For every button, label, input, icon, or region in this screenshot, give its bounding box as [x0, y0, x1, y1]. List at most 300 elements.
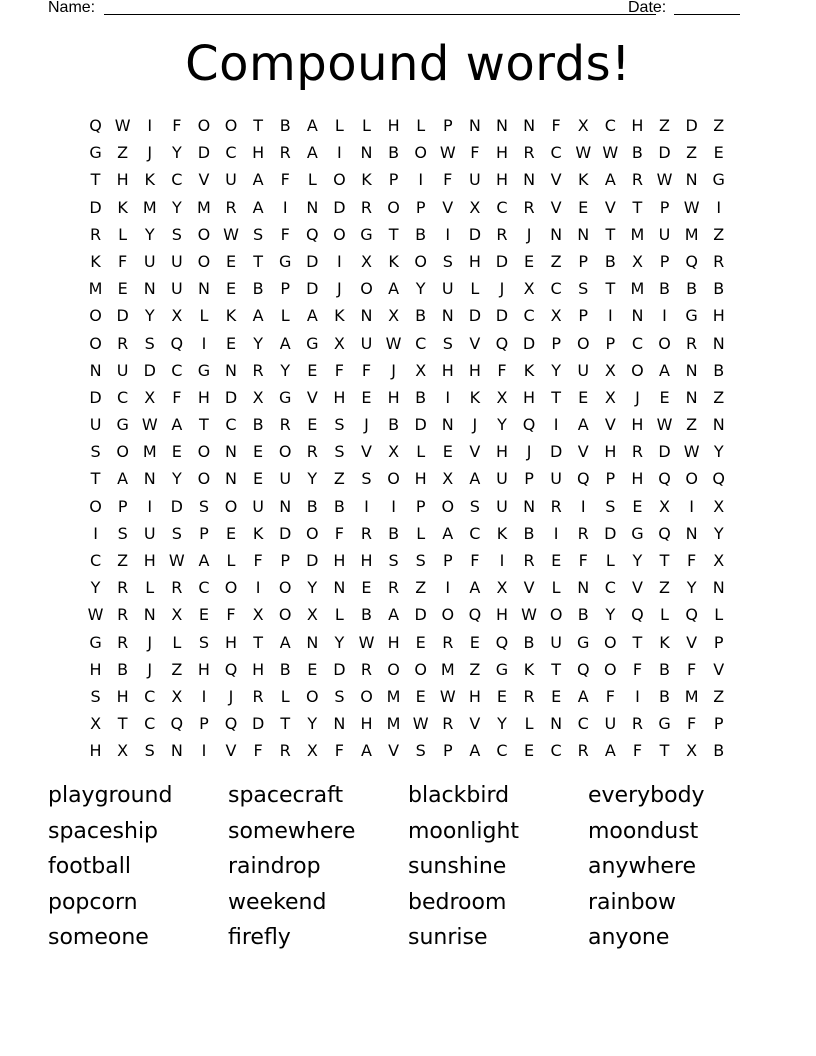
- grid-letter[interactable]: V: [577, 442, 589, 462]
- grid-letter[interactable]: C: [117, 387, 129, 407]
- grid-letter[interactable]: G: [279, 387, 292, 407]
- grid-letter[interactable]: E: [551, 551, 562, 570]
- grid-letter[interactable]: O: [306, 686, 319, 706]
- grid-letter[interactable]: C: [225, 143, 237, 163]
- grid-letter[interactable]: U: [170, 279, 183, 299]
- grid-letter[interactable]: O: [387, 197, 400, 217]
- grid-letter[interactable]: R: [550, 496, 562, 516]
- grid-letter[interactable]: L: [524, 714, 534, 734]
- grid-letter[interactable]: P: [280, 279, 291, 299]
- grid-letter[interactable]: I: [445, 578, 451, 598]
- grid-letter[interactable]: D: [549, 442, 563, 462]
- grid-letter[interactable]: I: [418, 170, 424, 190]
- grid-letter[interactable]: A: [252, 197, 264, 217]
- grid-letter[interactable]: E: [253, 442, 264, 462]
- grid-letter[interactable]: S: [605, 496, 616, 516]
- grid-letter[interactable]: H: [631, 415, 644, 435]
- grid-letter[interactable]: T: [659, 551, 670, 570]
- grid-letter[interactable]: N: [225, 469, 237, 489]
- grid-letter[interactable]: R: [360, 659, 373, 679]
- grid-letter[interactable]: X: [550, 306, 562, 326]
- grid-letter[interactable]: K: [361, 170, 372, 190]
- grid-letter[interactable]: A: [171, 415, 183, 435]
- grid-letter[interactable]: U: [170, 251, 183, 271]
- grid-letter[interactable]: O: [224, 496, 238, 516]
- grid-letter[interactable]: C: [171, 170, 183, 190]
- grid-letter[interactable]: W: [412, 714, 429, 734]
- grid-letter[interactable]: D: [333, 659, 346, 679]
- grid-letter[interactable]: Y: [686, 578, 697, 598]
- grid-letter[interactable]: Z: [713, 686, 725, 706]
- grid-letter[interactable]: U: [496, 469, 508, 489]
- grid-letter[interactable]: X: [171, 686, 183, 706]
- grid-letter[interactable]: B: [659, 279, 670, 299]
- grid-letter[interactable]: R: [117, 605, 129, 625]
- grid-letter[interactable]: Q: [224, 714, 238, 734]
- grid-letter[interactable]: W: [656, 170, 673, 190]
- grid-letter[interactable]: I: [445, 387, 451, 407]
- grid-letter[interactable]: N: [306, 197, 319, 217]
- grid-letter[interactable]: T: [551, 659, 562, 679]
- grid-letter[interactable]: X: [686, 741, 698, 761]
- grid-letter[interactable]: Z: [713, 224, 725, 244]
- grid-letter[interactable]: O: [576, 333, 590, 353]
- grid-letter[interactable]: L: [199, 306, 209, 326]
- grid-letter[interactable]: W: [439, 143, 456, 163]
- grid-letter[interactable]: B: [279, 116, 291, 135]
- grid-letter[interactable]: A: [252, 170, 264, 190]
- grid-letter[interactable]: R: [523, 143, 535, 163]
- grid-letter[interactable]: B: [333, 496, 345, 516]
- grid-letter[interactable]: N: [306, 632, 319, 652]
- grid-letter[interactable]: E: [523, 741, 535, 761]
- grid-letter[interactable]: O: [278, 605, 292, 625]
- grid-letter[interactable]: Z: [171, 659, 183, 679]
- grid-letter[interactable]: J: [147, 659, 153, 679]
- grid-letter[interactable]: E: [225, 251, 237, 271]
- grid-letter[interactable]: A: [469, 578, 481, 598]
- grid-letter[interactable]: X: [604, 360, 616, 380]
- grid-letter[interactable]: A: [306, 143, 318, 163]
- grid-letter[interactable]: P: [578, 251, 589, 271]
- grid-letter[interactable]: B: [659, 686, 670, 706]
- grid-letter[interactable]: L: [334, 605, 344, 625]
- grid-letter[interactable]: N: [550, 714, 563, 734]
- grid-letter[interactable]: L: [280, 686, 290, 706]
- grid-letter[interactable]: S: [361, 469, 372, 489]
- grid-letter[interactable]: P: [524, 469, 534, 489]
- grid-letter[interactable]: R: [89, 224, 102, 244]
- grid-letter[interactable]: A: [577, 686, 589, 706]
- grid-letter[interactable]: C: [550, 741, 562, 761]
- grid-letter[interactable]: H: [468, 360, 481, 380]
- grid-letter[interactable]: F: [470, 551, 480, 570]
- grid-letter[interactable]: D: [251, 714, 265, 734]
- grid-letter[interactable]: B: [713, 741, 725, 761]
- grid-letter[interactable]: U: [604, 714, 617, 734]
- grid-letter[interactable]: V: [469, 442, 481, 462]
- grid-letter[interactable]: V: [198, 170, 210, 190]
- grid-letter[interactable]: O: [278, 578, 292, 598]
- grid-letter[interactable]: Z: [713, 387, 725, 407]
- grid-letter[interactable]: K: [334, 306, 345, 326]
- grid-letter[interactable]: X: [117, 741, 129, 761]
- grid-letter[interactable]: H: [631, 116, 644, 135]
- grid-letter[interactable]: D: [279, 523, 292, 543]
- grid-letter[interactable]: X: [90, 714, 102, 734]
- grid-letter[interactable]: C: [198, 578, 210, 598]
- grid-letter[interactable]: O: [224, 116, 238, 135]
- grid-letter[interactable]: M: [88, 279, 103, 299]
- grid-letter[interactable]: E: [171, 442, 182, 462]
- grid-letter[interactable]: N: [523, 116, 536, 135]
- grid-letter[interactable]: H: [197, 659, 210, 679]
- grid-letter[interactable]: M: [440, 659, 455, 679]
- grid-letter[interactable]: A: [252, 306, 264, 326]
- grid-letter[interactable]: S: [90, 442, 101, 462]
- grid-letter[interactable]: Y: [415, 279, 426, 299]
- grid-letter[interactable]: B: [415, 387, 427, 407]
- grid-letter[interactable]: Y: [605, 605, 616, 625]
- grid-letter[interactable]: W: [141, 415, 158, 435]
- grid-letter[interactable]: F: [605, 686, 615, 706]
- grid-letter[interactable]: U: [252, 496, 264, 516]
- grid-letter[interactable]: M: [386, 686, 401, 706]
- grid-letter[interactable]: O: [604, 632, 617, 652]
- grid-letter[interactable]: C: [225, 415, 237, 435]
- grid-letter[interactable]: H: [360, 714, 373, 734]
- grid-letter[interactable]: Q: [495, 632, 509, 652]
- grid-letter[interactable]: H: [387, 387, 400, 407]
- grid-letter[interactable]: U: [143, 523, 156, 543]
- grid-letter[interactable]: O: [197, 251, 211, 271]
- grid-letter[interactable]: V: [225, 741, 237, 761]
- grid-letter[interactable]: O: [685, 469, 698, 489]
- grid-letter[interactable]: L: [118, 224, 128, 244]
- grid-letter[interactable]: H: [523, 387, 536, 407]
- grid-letter[interactable]: L: [307, 170, 317, 190]
- grid-letter[interactable]: N: [685, 387, 698, 407]
- grid-letter[interactable]: H: [495, 605, 508, 625]
- grid-letter[interactable]: B: [117, 659, 129, 679]
- grid-letter[interactable]: H: [387, 632, 400, 652]
- grid-letter[interactable]: K: [225, 306, 237, 326]
- grid-letter[interactable]: N: [577, 224, 590, 244]
- grid-letter[interactable]: L: [362, 116, 371, 135]
- grid-letter[interactable]: K: [577, 170, 589, 190]
- grid-letter[interactable]: N: [360, 306, 373, 326]
- grid-letter[interactable]: I: [282, 197, 288, 217]
- grid-letter[interactable]: G: [89, 632, 102, 652]
- grid-letter[interactable]: B: [279, 659, 291, 679]
- grid-letter[interactable]: T: [199, 415, 209, 435]
- grid-letter[interactable]: E: [578, 387, 589, 407]
- grid-letter[interactable]: Z: [659, 116, 670, 135]
- grid-letter[interactable]: Q: [685, 605, 698, 625]
- grid-letter[interactable]: O: [224, 578, 238, 598]
- grid-letter[interactable]: H: [252, 143, 265, 163]
- grid-letter[interactable]: E: [713, 143, 724, 163]
- grid-letter[interactable]: G: [577, 632, 590, 652]
- grid-letter[interactable]: B: [577, 605, 589, 625]
- grid-letter[interactable]: D: [658, 143, 671, 163]
- grid-letter[interactable]: O: [333, 224, 346, 244]
- grid-letter[interactable]: S: [117, 523, 128, 543]
- grid-letter[interactable]: Y: [551, 360, 562, 380]
- grid-letter[interactable]: S: [442, 251, 453, 271]
- grid-letter[interactable]: X: [523, 279, 535, 299]
- grid-letter[interactable]: D: [224, 387, 238, 407]
- grid-letter[interactable]: I: [607, 306, 613, 326]
- grid-letter[interactable]: Z: [117, 143, 129, 163]
- grid-letter[interactable]: J: [526, 442, 532, 462]
- grid-letter[interactable]: I: [553, 523, 559, 543]
- grid-letter[interactable]: I: [364, 496, 369, 516]
- grid-letter[interactable]: U: [441, 279, 454, 299]
- grid-letter[interactable]: R: [631, 170, 643, 190]
- grid-letter[interactable]: S: [144, 333, 155, 353]
- grid-letter[interactable]: I: [201, 686, 207, 706]
- grid-letter[interactable]: Q: [522, 415, 536, 435]
- grid-letter[interactable]: G: [279, 251, 292, 271]
- grid-letter[interactable]: Z: [686, 415, 698, 435]
- grid-letter[interactable]: P: [713, 632, 724, 652]
- grid-letter[interactable]: O: [116, 442, 129, 462]
- grid-letter[interactable]: S: [198, 496, 209, 516]
- grid-letter[interactable]: G: [89, 143, 102, 163]
- grid-letter[interactable]: U: [550, 632, 562, 652]
- grid-letter[interactable]: Z: [713, 116, 725, 135]
- grid-letter[interactable]: Q: [170, 333, 184, 353]
- grid-letter[interactable]: I: [689, 496, 694, 516]
- grid-letter[interactable]: P: [280, 551, 291, 570]
- grid-letter[interactable]: F: [334, 523, 344, 543]
- grid-letter[interactable]: N: [441, 306, 454, 326]
- grid-letter[interactable]: R: [631, 714, 643, 734]
- grid-letter[interactable]: C: [550, 279, 562, 299]
- grid-letter[interactable]: C: [604, 578, 616, 598]
- grid-letter[interactable]: X: [252, 605, 264, 625]
- grid-letter[interactable]: E: [198, 605, 209, 625]
- grid-letter[interactable]: F: [687, 551, 697, 570]
- grid-letter[interactable]: N: [143, 605, 156, 625]
- grid-letter[interactable]: A: [388, 605, 400, 625]
- grid-letter[interactable]: F: [172, 116, 182, 135]
- grid-letter[interactable]: T: [253, 116, 263, 135]
- grid-letter[interactable]: X: [306, 741, 318, 761]
- grid-letter[interactable]: V: [686, 632, 698, 652]
- grid-letter[interactable]: E: [225, 279, 237, 299]
- grid-letter[interactable]: D: [495, 306, 509, 326]
- grid-letter[interactable]: X: [361, 251, 372, 271]
- grid-letter[interactable]: A: [279, 632, 291, 652]
- grid-letter[interactable]: M: [142, 442, 157, 462]
- grid-letter[interactable]: E: [415, 632, 426, 652]
- grid-letter[interactable]: V: [442, 197, 454, 217]
- grid-letter[interactable]: P: [442, 116, 453, 135]
- grid-letter[interactable]: I: [662, 306, 667, 326]
- grid-letter[interactable]: F: [361, 360, 372, 380]
- grid-letter[interactable]: N: [333, 578, 346, 598]
- grid-letter[interactable]: I: [201, 333, 207, 353]
- grid-letter[interactable]: V: [523, 578, 535, 598]
- grid-letter[interactable]: F: [280, 224, 290, 244]
- grid-letter[interactable]: T: [253, 632, 263, 652]
- grid-letter[interactable]: A: [442, 523, 454, 543]
- grid-letter[interactable]: O: [197, 224, 211, 244]
- grid-letter[interactable]: G: [360, 224, 373, 244]
- grid-letter[interactable]: X: [577, 116, 589, 135]
- grid-letter[interactable]: N: [197, 279, 210, 299]
- grid-letter[interactable]: K: [496, 523, 508, 543]
- grid-letter[interactable]: U: [116, 360, 129, 380]
- grid-letter[interactable]: D: [306, 279, 319, 299]
- grid-letter[interactable]: O: [441, 605, 455, 625]
- grid-letter[interactable]: N: [523, 496, 536, 516]
- grid-letter[interactable]: N: [495, 116, 508, 135]
- grid-letter[interactable]: C: [604, 116, 616, 135]
- grid-letter[interactable]: T: [632, 197, 643, 217]
- grid-letter[interactable]: S: [334, 686, 345, 706]
- grid-letter[interactable]: J: [364, 415, 369, 435]
- grid-letter[interactable]: D: [333, 197, 346, 217]
- grid-letter[interactable]: K: [659, 632, 670, 652]
- grid-letter[interactable]: B: [523, 523, 535, 543]
- grid-letter[interactable]: R: [252, 360, 264, 380]
- grid-letter[interactable]: C: [523, 306, 535, 326]
- grid-letter[interactable]: W: [439, 686, 456, 706]
- grid-letter[interactable]: F: [632, 659, 643, 679]
- grid-letter[interactable]: U: [577, 360, 590, 380]
- grid-letter[interactable]: A: [659, 360, 670, 380]
- grid-letter[interactable]: D: [143, 360, 156, 380]
- grid-letter[interactable]: B: [523, 632, 535, 652]
- grid-letter[interactable]: H: [495, 442, 508, 462]
- grid-letter[interactable]: Q: [658, 523, 671, 543]
- grid-letter[interactable]: Y: [307, 578, 318, 598]
- grid-letter[interactable]: F: [334, 360, 344, 380]
- grid-letter[interactable]: I: [201, 741, 207, 761]
- grid-letter[interactable]: F: [687, 714, 697, 734]
- grid-letter[interactable]: D: [116, 306, 129, 326]
- grid-letter[interactable]: M: [684, 224, 699, 244]
- grid-letter[interactable]: O: [549, 605, 563, 625]
- grid-letter[interactable]: W: [575, 143, 592, 163]
- grid-letter[interactable]: E: [307, 360, 318, 380]
- grid-letter[interactable]: R: [577, 741, 589, 761]
- grid-letter[interactable]: D: [306, 251, 319, 271]
- grid-letter[interactable]: Y: [713, 442, 724, 462]
- grid-letter[interactable]: H: [604, 442, 617, 462]
- grid-letter[interactable]: R: [442, 714, 454, 734]
- grid-letter[interactable]: P: [659, 197, 670, 217]
- grid-letter[interactable]: B: [604, 251, 616, 271]
- grid-letter[interactable]: N: [89, 360, 102, 380]
- grid-letter[interactable]: W: [656, 415, 673, 435]
- grid-letter[interactable]: X: [388, 442, 400, 462]
- grid-letter[interactable]: O: [658, 333, 671, 353]
- grid-letter[interactable]: V: [306, 387, 318, 407]
- grid-letter[interactable]: A: [361, 741, 372, 761]
- grid-letter[interactable]: D: [604, 523, 617, 543]
- grid-letter[interactable]: L: [605, 551, 615, 570]
- grid-letter[interactable]: H: [116, 686, 129, 706]
- grid-letter[interactable]: B: [686, 279, 698, 299]
- date-blank-line[interactable]: [674, 14, 740, 15]
- grid-letter[interactable]: F: [497, 360, 507, 380]
- grid-letter[interactable]: R: [388, 578, 400, 598]
- grid-letter[interactable]: X: [713, 551, 725, 570]
- grid-letter[interactable]: S: [144, 741, 155, 761]
- grid-letter[interactable]: E: [415, 686, 426, 706]
- grid-letter[interactable]: R: [279, 143, 291, 163]
- grid-letter[interactable]: Q: [89, 116, 102, 135]
- grid-letter[interactable]: O: [197, 116, 211, 135]
- grid-letter[interactable]: X: [496, 387, 508, 407]
- grid-letter[interactable]: Q: [631, 605, 644, 625]
- grid-letter[interactable]: J: [499, 279, 505, 299]
- grid-letter[interactable]: L: [226, 551, 236, 570]
- grid-letter[interactable]: K: [523, 659, 535, 679]
- grid-letter[interactable]: U: [360, 333, 373, 353]
- grid-letter[interactable]: R: [279, 741, 291, 761]
- grid-letter[interactable]: B: [252, 415, 264, 435]
- grid-letter[interactable]: E: [578, 197, 589, 217]
- grid-letter[interactable]: E: [632, 496, 643, 516]
- grid-letter[interactable]: N: [279, 496, 292, 516]
- grid-letter[interactable]: P: [605, 333, 616, 353]
- grid-letter[interactable]: F: [118, 251, 128, 271]
- grid-letter[interactable]: R: [117, 632, 129, 652]
- grid-letter[interactable]: Z: [333, 469, 345, 489]
- grid-letter[interactable]: D: [685, 116, 698, 135]
- grid-letter[interactable]: S: [171, 523, 182, 543]
- grid-letter[interactable]: K: [117, 197, 128, 217]
- grid-letter[interactable]: Q: [495, 333, 509, 353]
- grid-letter[interactable]: N: [577, 578, 590, 598]
- grid-letter[interactable]: M: [197, 197, 211, 217]
- grid-letter[interactable]: E: [361, 387, 372, 407]
- grid-letter[interactable]: T: [90, 469, 101, 489]
- grid-letter[interactable]: O: [387, 469, 400, 489]
- grid-letter[interactable]: B: [415, 306, 427, 326]
- grid-letter[interactable]: S: [442, 333, 453, 353]
- grid-letter[interactable]: F: [470, 143, 480, 163]
- grid-letter[interactable]: B: [415, 224, 427, 244]
- grid-letter[interactable]: A: [388, 279, 400, 299]
- grid-letter[interactable]: O: [89, 496, 102, 516]
- grid-letter[interactable]: S: [334, 415, 345, 435]
- grid-letter[interactable]: K: [252, 523, 264, 543]
- grid-letter[interactable]: V: [469, 714, 481, 734]
- grid-letter[interactable]: P: [388, 170, 399, 190]
- grid-letter[interactable]: W: [385, 333, 402, 353]
- grid-letter[interactable]: M: [630, 224, 645, 244]
- grid-letter[interactable]: F: [687, 659, 697, 679]
- grid-letter[interactable]: X: [442, 469, 454, 489]
- grid-letter[interactable]: E: [253, 469, 264, 489]
- grid-letter[interactable]: G: [712, 170, 725, 190]
- grid-letter[interactable]: N: [143, 469, 156, 489]
- grid-letter[interactable]: H: [468, 251, 481, 271]
- grid-letter[interactable]: D: [306, 551, 319, 570]
- grid-letter[interactable]: W: [168, 551, 185, 570]
- grid-letter[interactable]: I: [93, 523, 98, 543]
- grid-letter[interactable]: P: [117, 496, 128, 516]
- grid-letter[interactable]: I: [499, 551, 505, 570]
- grid-letter[interactable]: U: [469, 170, 481, 190]
- grid-letter[interactable]: E: [442, 442, 453, 462]
